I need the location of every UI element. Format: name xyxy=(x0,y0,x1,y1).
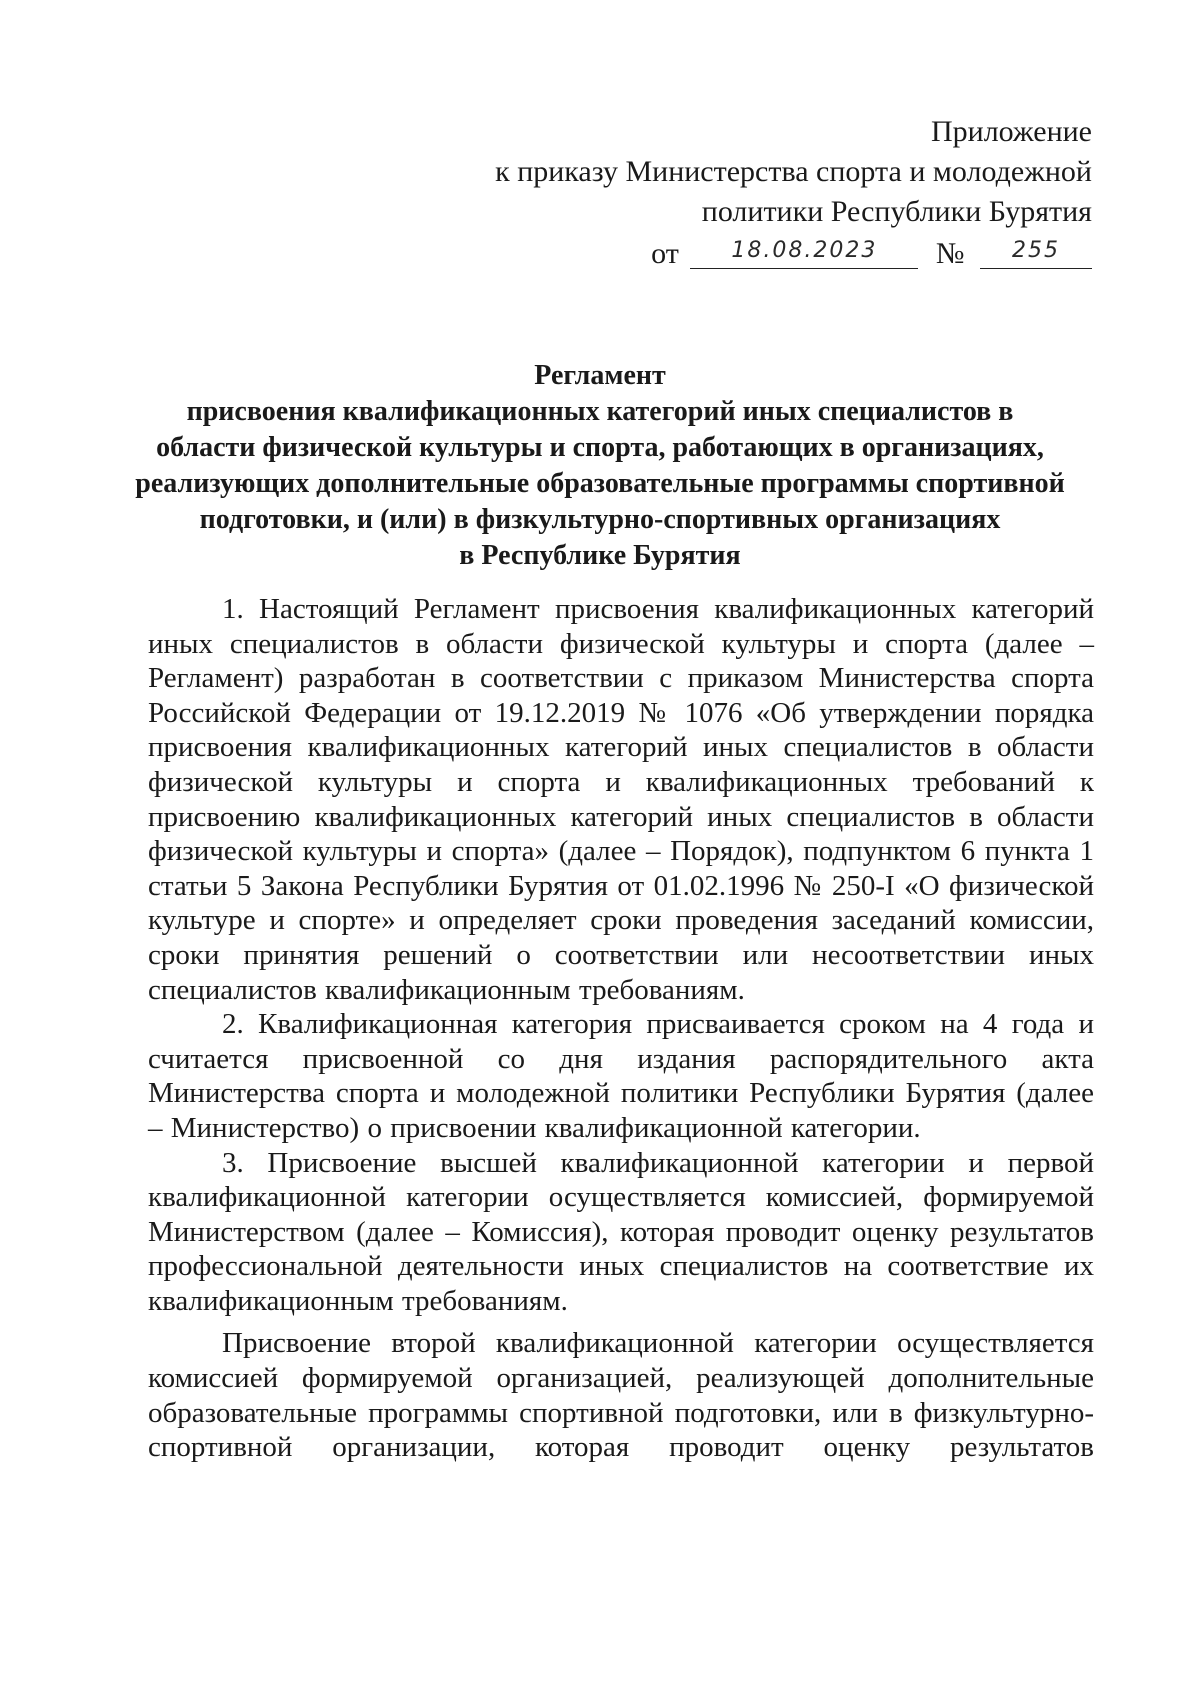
title-line-5: в Республике Бурятия xyxy=(459,540,741,571)
title-line-1: присвоения квалификационных категорий иных специалистов в xyxy=(186,396,1014,427)
date-label: от xyxy=(651,237,679,270)
document-title xyxy=(130,358,1070,574)
order-reference-line1: к приказу Министерства спорта и молодежной xyxy=(495,155,1092,188)
paragraph-3: 3. Присвоение высшей квалификационной категории и первой квалификационной категории осуществляется комиссией, формируемой Министерством (далее – Комиссия), которая проводит оценку результатов профессиональной деятельности иных специалистов на соответствие их квалификационным требованиям. xyxy=(148,1146,1094,1317)
paragraph-1: 1. Настоящий Регламент присвоения квалификационных категорий иных специалистов в области физической культуры и спорта (далее – Регламент) разработан в соответствии с приказом Министерства спорта Российской Федерации от 19.12.2019 № 1076 «Об утверждении порядка присвоения квалификационных категорий иных специалистов в области физической культуры и спорта и квалификационных требований к присвоению квалификационных категорий иных специалистов в области физической культуры и спорта» (далее – Порядок), подпунктом 6 пункта 1 статьи 5 Закона Республики Бурятия от 01.02.1996 № 250-I «О физической культуре и спорте» и определяет сроки проведения заседаний комиссии, сроки принятия решений о соответствии или несоответствии иных специалистов квалификационным требованиям. xyxy=(148,593,1094,1006)
order-date-number-line xyxy=(372,234,1092,274)
handwritten-number: 255 xyxy=(1012,238,1060,263)
title-heading: Регламент xyxy=(534,360,666,391)
order-reference-line2: политики Республики Бурятия xyxy=(701,195,1092,228)
appendix-label: Приложение xyxy=(930,115,1092,148)
appendix-header xyxy=(372,112,1092,274)
title-line-4: подготовки, и (или) в физкультурно-спортивных организациях xyxy=(199,504,1001,535)
paragraph-2: 2. Квалификационная категория присваивается сроком на 4 года и считается присвоенной со дня издания распорядительного акта Министерства спорта и молодежной политики Республики Бурятия (далее – Министерство) о присвоении квалификационной категории. xyxy=(148,1008,1094,1144)
title-line-2: области физической культуры и спорта, работающих в организациях, xyxy=(156,432,1044,463)
paragraph-4: Присвоение второй квалификационной категории осуществляется комиссией формируемой организацией, реализующей дополнительные образовательные программы спортивной подготовки, или в физкультурно-спортивной организации, которая проводит оценку результатов xyxy=(148,1327,1094,1464)
date-field xyxy=(690,234,918,269)
handwritten-date: 18.08.2023 xyxy=(731,238,878,263)
title-line-3: реализующих дополнительные образовательные программы спортивной xyxy=(135,468,1065,499)
number-label: № xyxy=(935,237,965,270)
number-field xyxy=(980,234,1092,269)
document-body xyxy=(148,592,1094,1465)
